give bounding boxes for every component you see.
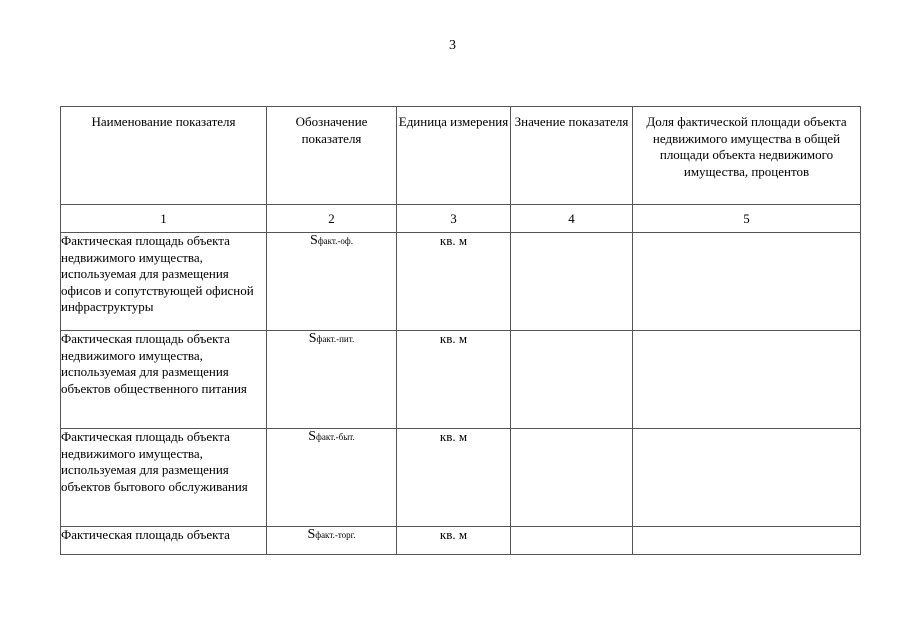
indicator-unit: кв. м xyxy=(397,233,511,331)
column-number: 3 xyxy=(397,205,511,233)
table-row xyxy=(61,527,861,555)
indicator-value xyxy=(511,527,633,555)
header-area-share: Доля фактической площади объекта недвижимого имущества в общей площади объекта недвижимого имущества, процентов xyxy=(633,107,861,205)
table-row xyxy=(61,331,861,429)
indicator-name: Фактическая площадь объекта недвижимого имущества, используемая для размещения объектов общественного питания xyxy=(61,331,267,429)
symbol-letter: S xyxy=(307,527,316,542)
symbol-subscript: факт.-торг. xyxy=(315,530,356,540)
indicator-value xyxy=(511,233,633,331)
indicator-symbol xyxy=(267,233,397,331)
symbol-letter: S xyxy=(310,233,318,248)
indicator-share xyxy=(633,429,861,527)
column-number: 4 xyxy=(511,205,633,233)
header-indicator-symbol: Обозначение показателя xyxy=(267,107,397,205)
indicator-symbol xyxy=(267,331,397,429)
symbol-subscript: факт.-быт. xyxy=(316,432,355,442)
column-number-row xyxy=(61,205,861,233)
indicator-share xyxy=(633,331,861,429)
indicator-unit: кв. м xyxy=(397,527,511,555)
indicator-value xyxy=(511,429,633,527)
indicator-name: Фактическая площадь объекта xyxy=(61,527,267,555)
symbol-letter: S xyxy=(308,429,317,444)
indicator-name: Фактическая площадь объекта недвижимого имущества, используемая для размещения офисов и сопутствующей офисной инфраструктуры xyxy=(61,233,267,331)
table-row xyxy=(61,429,861,527)
symbol-letter: S xyxy=(308,331,317,346)
header-row xyxy=(61,107,861,205)
column-number: 1 xyxy=(61,205,267,233)
indicator-value xyxy=(511,331,633,429)
indicators-table xyxy=(60,106,861,555)
symbol-subscript: факт.-оф. xyxy=(317,236,353,246)
indicator-symbol xyxy=(267,429,397,527)
column-number: 5 xyxy=(633,205,861,233)
symbol-subscript: факт.-пит. xyxy=(316,334,355,344)
column-number: 2 xyxy=(267,205,397,233)
header-value: Значение показателя xyxy=(511,107,633,205)
page-number: 3 xyxy=(449,38,456,53)
indicator-unit: кв. м xyxy=(397,331,511,429)
indicator-share xyxy=(633,527,861,555)
indicator-share xyxy=(633,233,861,331)
indicator-name: Фактическая площадь объекта недвижимого имущества, используемая для размещения объектов бытового обслуживания xyxy=(61,429,267,527)
indicator-symbol xyxy=(267,527,397,555)
header-indicator-name: Наименование показателя xyxy=(61,107,267,205)
header-unit: Единица измерения xyxy=(397,107,511,205)
table-row xyxy=(61,233,861,331)
indicator-unit: кв. м xyxy=(397,429,511,527)
